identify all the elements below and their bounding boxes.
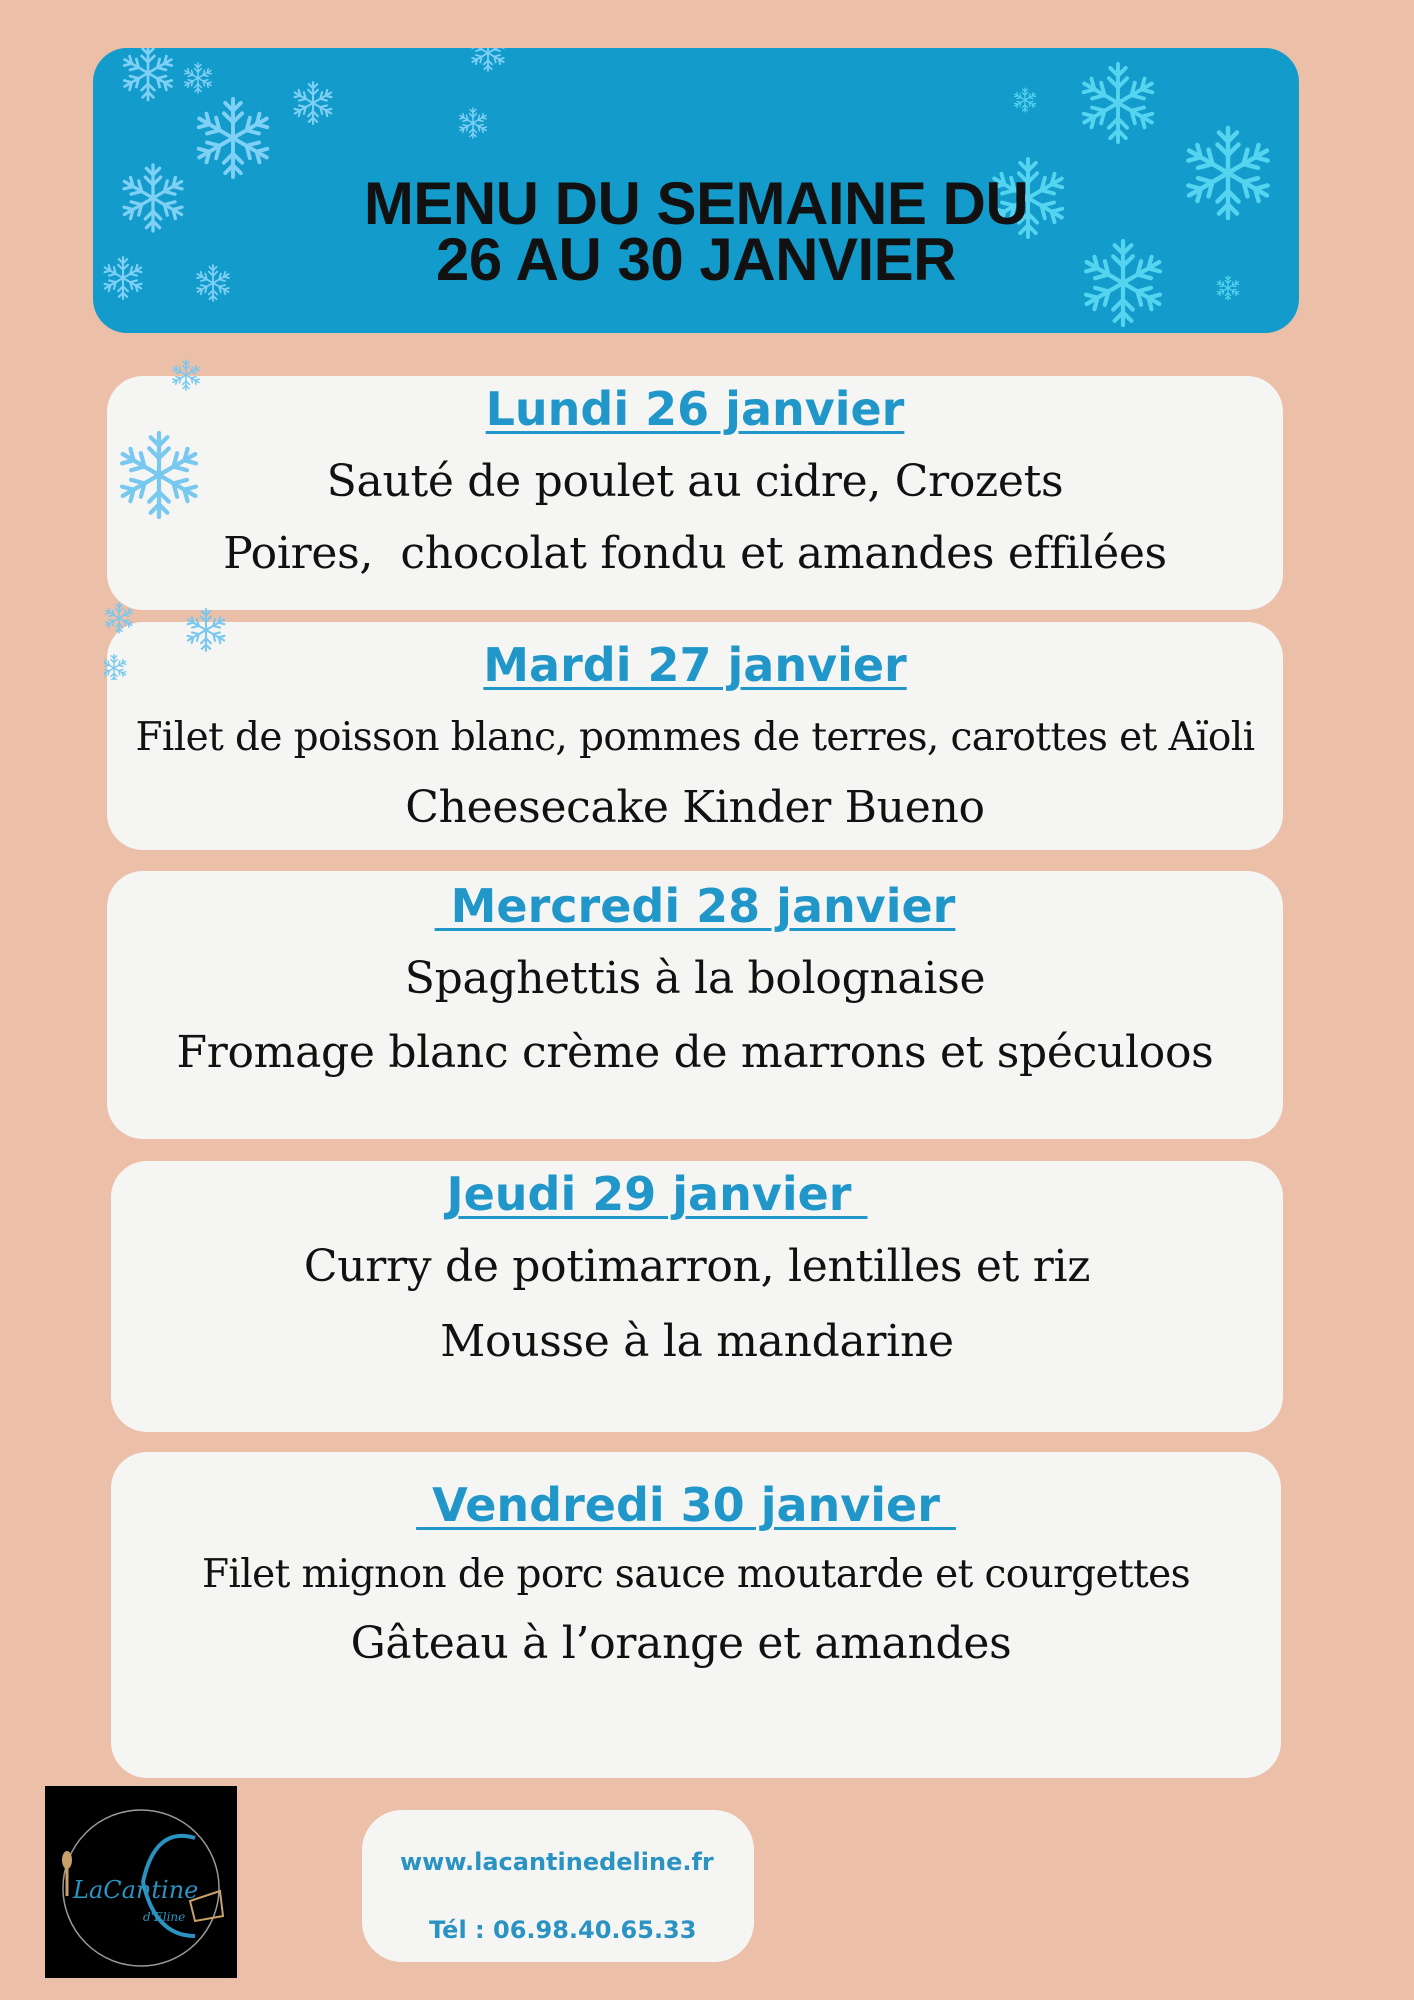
main-dish: Sauté de poulet au cidre, Crozets	[326, 456, 1064, 507]
day-card-friday	[111, 1452, 1281, 1778]
menu-header-banner	[93, 48, 1299, 333]
dessert: Mousse à la mandarine	[440, 1316, 954, 1367]
main-dish: Spaghettis à la bolognaise	[404, 953, 986, 1004]
logo-subtext: d'Eline	[143, 1910, 186, 1924]
title-line-1: MENU DU SEMAINE DU	[363, 170, 1029, 237]
main-dish: Filet mignon de porc sauce moutarde et courgettes	[201, 1552, 1191, 1597]
day-card-tuesday	[107, 622, 1283, 850]
main-dish: Filet de poisson blanc, pommes de terres, carottes et Aïoli	[135, 715, 1255, 760]
dessert: Poires, chocolat fondu et amandes effilées	[223, 528, 1167, 579]
day-title: Mercredi 28 janvier	[434, 879, 956, 933]
cantine-logo-icon	[45, 1786, 237, 1978]
day-title: Vendredi 30 janvier	[416, 1478, 956, 1532]
day-card-monday	[107, 376, 1283, 610]
title-line-2: 26 AU 30 JANVIER	[436, 226, 956, 293]
day-title: Lundi 26 janvier	[485, 382, 905, 436]
snowflake-icon	[104, 350, 244, 680]
day-card-wednesday	[107, 871, 1283, 1139]
website-link[interactable]: www.lacantinedeline.fr	[400, 1848, 714, 1876]
dessert: Fromage blanc crème de marrons et spéculoos	[176, 1027, 1214, 1078]
dessert: Cheesecake Kinder Bueno	[405, 782, 985, 833]
logo-text: LaCantine	[73, 1876, 199, 1904]
contact-box	[362, 1810, 754, 1962]
phone-number: Tél : 06.98.40.65.33	[429, 1916, 697, 1944]
day-card-thursday	[111, 1161, 1283, 1432]
day-title: Jeudi 29 janvier	[446, 1167, 868, 1221]
main-dish: Curry de potimarron, lentilles et riz	[303, 1241, 1091, 1292]
logo	[45, 1786, 237, 1978]
page-title	[93, 170, 1299, 293]
dessert: Gâteau à l’orange et amandes	[350, 1618, 1012, 1669]
day-title: Mardi 27 janvier	[483, 638, 907, 692]
